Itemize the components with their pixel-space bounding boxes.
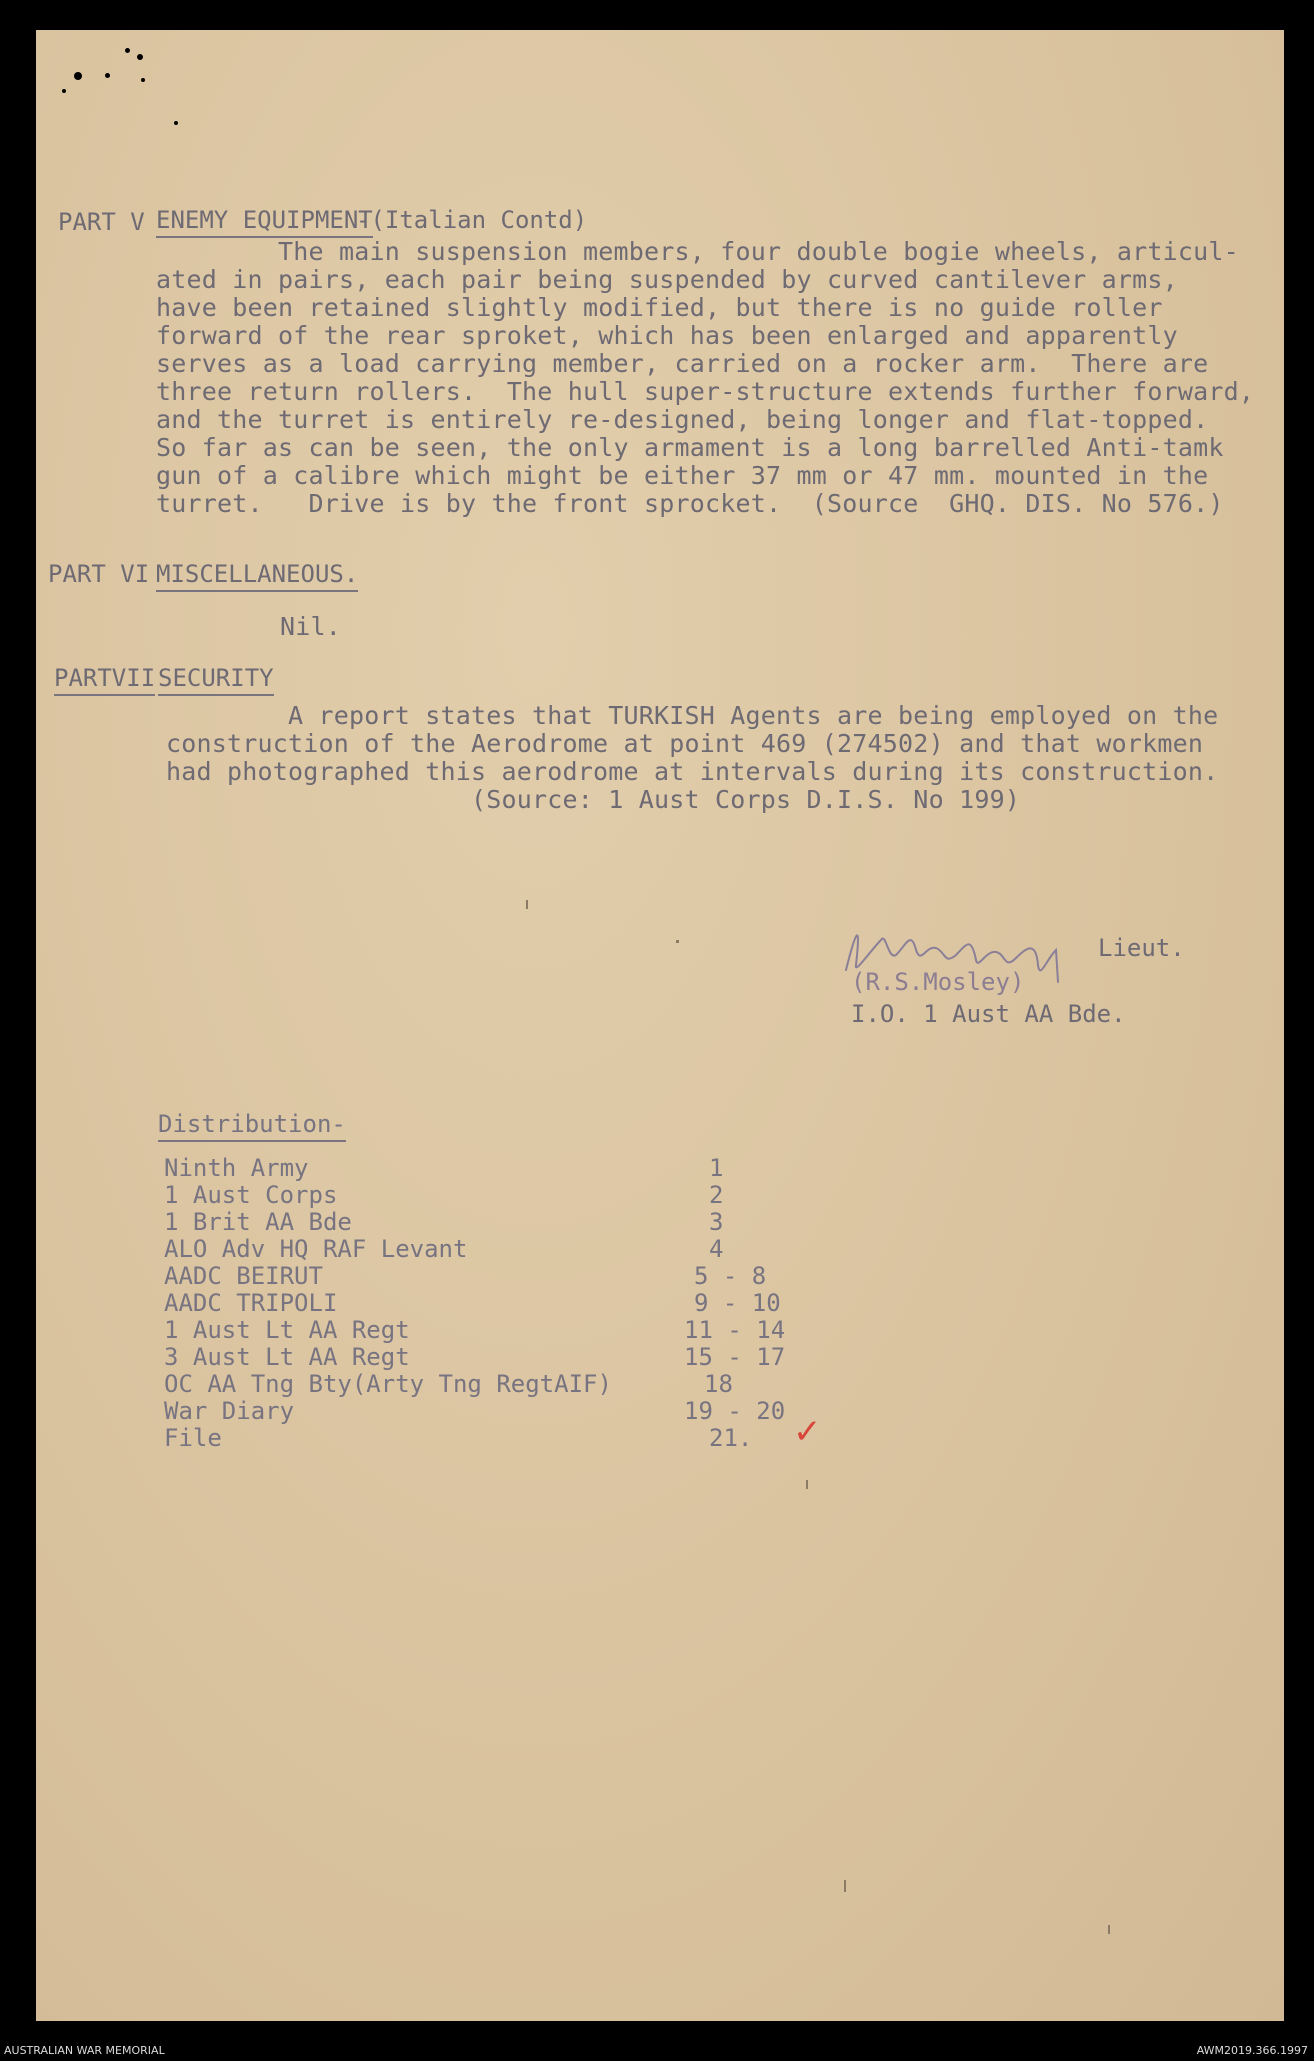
distribution-copies: 19 - 20 bbox=[684, 1397, 786, 1425]
part-vi-body: Nil. bbox=[280, 612, 342, 641]
distribution-row bbox=[164, 1397, 814, 1424]
part-v-title: ENEMY EQUIPMENT bbox=[156, 206, 373, 238]
part-v-line: ated in pairs, each pair being suspended by curved cantilever arms, bbox=[156, 265, 1178, 294]
punch-hole bbox=[141, 78, 145, 82]
paper-speck bbox=[676, 940, 679, 943]
distribution-recipient: 1 Brit AA Bde bbox=[164, 1208, 352, 1236]
distribution-recipient: 1 Aust Corps bbox=[164, 1181, 338, 1209]
distribution-recipient: AADC BEIRUT bbox=[164, 1262, 323, 1290]
signature-role: I.O. 1 Aust AA Bde. bbox=[851, 1000, 1126, 1028]
punch-hole bbox=[74, 72, 82, 80]
signature-name: (R.S.Mosley) bbox=[851, 968, 1025, 996]
document-page bbox=[36, 30, 1284, 2021]
distribution-recipient: Ninth Army bbox=[164, 1154, 309, 1182]
part-vii-line: A report states that TURKISH Agents are being employed on the bbox=[166, 701, 1219, 730]
distribution-heading: Distribution- bbox=[158, 1110, 346, 1142]
part-vii-label: PARTVII bbox=[54, 664, 155, 696]
distribution-row bbox=[164, 1316, 814, 1343]
distribution-recipient: ALO Adv HQ RAF Levant bbox=[164, 1235, 468, 1263]
part-v-line: serves as a load carrying member, carried on a rocker arm. There are bbox=[156, 349, 1209, 378]
distribution-row bbox=[164, 1343, 814, 1370]
archive-reference: AWM2019.366.1997 bbox=[1196, 2044, 1308, 2057]
paper-speck bbox=[806, 1480, 808, 1489]
distribution-row bbox=[164, 1154, 814, 1181]
distribution-copies: 15 - 17 bbox=[684, 1343, 786, 1371]
distribution-copies: 1 bbox=[709, 1154, 724, 1182]
part-vi-label: PART VI bbox=[48, 560, 150, 588]
distribution-row bbox=[164, 1181, 814, 1208]
archive-credit: AUSTRALIAN WAR MEMORIAL bbox=[4, 2044, 165, 2057]
distribution-recipient: File bbox=[164, 1424, 222, 1452]
part-v-line: So far as can be seen, the only armament is a long barrelled Anti-tamk bbox=[156, 433, 1224, 462]
distribution-copies: 4 bbox=[709, 1235, 724, 1263]
part-v-label: PART V bbox=[58, 208, 145, 236]
part-vi-title: MISCELLANEOUS. bbox=[156, 560, 358, 592]
signature-rank: Lieut. bbox=[1098, 934, 1185, 962]
distribution-recipient: 1 Aust Lt AA Regt bbox=[164, 1316, 410, 1344]
punch-hole bbox=[174, 121, 178, 125]
distribution-recipient: OC AA Tng Bty(Arty Tng RegtAIF) bbox=[164, 1370, 612, 1398]
distribution-recipient: AADC TRIPOLI bbox=[164, 1289, 338, 1317]
distribution-recipient: 3 Aust Lt AA Regt bbox=[164, 1343, 410, 1371]
paper-speck bbox=[526, 900, 528, 909]
part-vii-title: SECURITY bbox=[158, 664, 274, 696]
part-v-line: gun of a calibre which might be either 37 mm or 47 mm. mounted in the bbox=[156, 461, 1209, 490]
distribution-row bbox=[164, 1262, 814, 1289]
punch-hole bbox=[125, 48, 130, 53]
part-v-subtitle: -(Italian Contd) bbox=[356, 206, 588, 234]
distribution-recipient: War Diary bbox=[164, 1397, 295, 1425]
distribution-row bbox=[164, 1235, 814, 1262]
paper-speck bbox=[1108, 1925, 1110, 1934]
distribution-row bbox=[164, 1370, 814, 1397]
distribution-row bbox=[164, 1208, 814, 1235]
distribution-copies: 2 bbox=[709, 1181, 724, 1209]
distribution-copies: 21. bbox=[709, 1424, 753, 1452]
part-vii-line: (Source: 1 Aust Corps D.I.S. No 199) bbox=[166, 785, 1021, 814]
part-v-line: turret. Drive is by the front sprocket. (Source GHQ. DIS. No 576.) bbox=[156, 489, 1224, 518]
punch-hole bbox=[137, 54, 143, 60]
distribution-copies: 9 - 10 bbox=[694, 1289, 781, 1317]
punch-hole bbox=[62, 89, 66, 93]
distribution-copies: 3 bbox=[709, 1208, 724, 1236]
punch-hole bbox=[105, 73, 110, 78]
part-vii-line: construction of the Aerodrome at point 469 (274502) and that workmen bbox=[166, 729, 1204, 758]
part-v-line: have been retained slightly modified, but there is no guide roller bbox=[156, 293, 1163, 322]
distribution-copies: 11 - 14 bbox=[684, 1316, 786, 1344]
part-vii-line: had photographed this aerodrome at intervals during its construction. bbox=[166, 757, 1219, 786]
part-v-line: forward of the rear sproket, which has been enlarged and apparently bbox=[156, 321, 1178, 350]
paper-speck bbox=[844, 1880, 846, 1892]
distribution-row bbox=[164, 1424, 814, 1451]
distribution-row bbox=[164, 1289, 814, 1316]
part-v-line: three return rollers. The hull super-structure extends further forward, bbox=[156, 377, 1255, 406]
check-mark-icon: ✓ bbox=[793, 1412, 822, 1452]
distribution-copies: 5 - 8 bbox=[694, 1262, 767, 1290]
part-v-line: and the turret is entirely re-designed, being longer and flat-topped. bbox=[156, 405, 1209, 434]
part-v-line: The main suspension members, four double bogie wheels, articul- bbox=[156, 237, 1239, 266]
distribution-copies: 18 bbox=[704, 1370, 733, 1398]
